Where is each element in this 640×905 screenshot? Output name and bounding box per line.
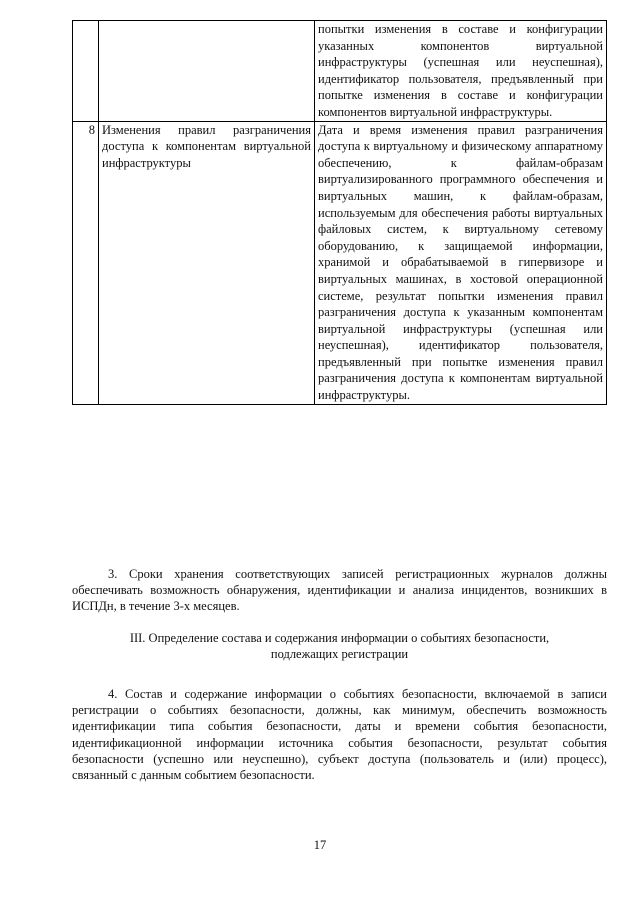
- row-number-cell: [73, 21, 99, 122]
- section-title-line: III. Определение состава и содержания информации о событиях безопасности,: [129, 631, 550, 645]
- registration-events-table: [72, 20, 607, 405]
- event-name-cell: Изменения правил разграничения доступа к компонентам виртуальной инфраструктуры: [99, 121, 315, 404]
- section-title-line: подлежащих регистрации: [270, 647, 409, 662]
- paragraph-3: 3. Сроки хранения соответствующих записей регистрационных журналов должны обеспечивать возможность обнаружения, идентификации и анализа инцидентов, возникших в ИСПДн, в течение 3-х месяцев.: [72, 567, 607, 614]
- event-description-cell: попытки изменения в составе и конфигурации указанных компонентов виртуальной инфраструктуры (успешная или неуспешная), идентификатор пользователя, предъявленный при попытке изменения в составе и конфигурации компонентов виртуальной инфраструктуры.: [315, 21, 607, 122]
- table-row: [73, 121, 607, 404]
- table-row: [73, 21, 607, 122]
- page-number: 17: [313, 838, 327, 852]
- event-name-cell: [99, 21, 315, 122]
- event-description-cell: Дата и время изменения правил разграничения доступа к виртуальному и физическому аппаратному обеспечению, к файлам-образам виртуализированного программного обеспечения и виртуальных машин, к файлам-образам, используемым для обеспечения работы виртуальных файловых систем, к виртуальному сетевому оборудованию, к защищаемой информации, хранимой и обрабатываемой в гипервизоре и виртуальных машинах, в хостовой операционной системе, результат попытки изменения правил разграничения доступа к указанным компонентам виртуальной инфраструктуры (успешная или неуспешная), идентификатор пользователя, предъявленный при попытке изменения правил разграничения доступа к компонентам виртуальной инфраструктуры.: [315, 121, 607, 404]
- row-number-cell: 8: [73, 121, 99, 404]
- paragraph-4: 4. Состав и содержание информации о событиях безопасности, включаемой в записи регистрации о событиях безопасности, должны, как минимум, обеспечить возможность идентификации типа события безопасности, даты и времени события безопасности, идентификационной информации источника события безопасности, результат события безопасности (успешно или неуспешно), субъект доступа (пользователь и (или) процесс), связанный с данным событием безопасности.: [72, 687, 607, 783]
- section-title: [72, 630, 607, 662]
